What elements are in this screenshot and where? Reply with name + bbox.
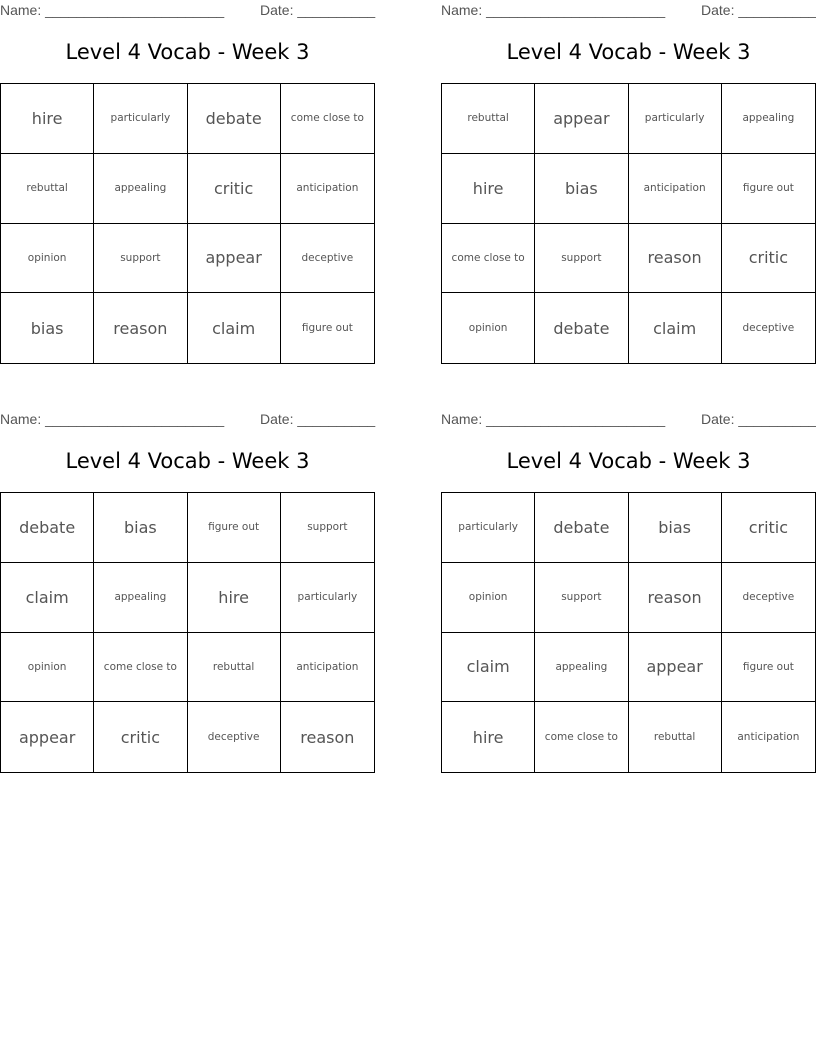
bingo-cell: particularly [94, 84, 187, 154]
bingo-card [441, 409, 816, 774]
name-field[interactable]: Name: _______________________ [0, 411, 225, 427]
bingo-cell: reason [94, 293, 187, 363]
bingo-grid [0, 83, 375, 364]
bingo-cell: hire [442, 702, 535, 772]
bingo-card [0, 409, 375, 774]
bingo-cell: debate [188, 84, 281, 154]
bingo-cell: hire [188, 563, 281, 633]
name-field[interactable]: Name: _______________________ [441, 411, 666, 427]
bingo-cell: bias [535, 154, 628, 224]
bingo-cell: support [281, 493, 374, 563]
bingo-cell: critic [722, 224, 815, 294]
bingo-card [441, 0, 816, 365]
date-field[interactable]: Date: __________ [701, 2, 816, 18]
bingo-cell: appear [629, 633, 722, 703]
bingo-cell: reason [300, 727, 355, 747]
bingo-cell: anticipation [629, 154, 722, 224]
bingo-grid [0, 492, 375, 773]
bingo-cell: claim [188, 293, 281, 363]
name-field[interactable]: Name: _______________________ [441, 2, 666, 18]
bingo-cell: appear [188, 224, 281, 294]
bingo-cell: deceptive [281, 224, 374, 294]
card-title: Level 4 Vocab - Week 3 [506, 40, 751, 64]
bingo-cell: deceptive [188, 702, 281, 772]
bingo-cell: appealing [94, 563, 187, 633]
date-field[interactable]: Date: __________ [701, 411, 816, 427]
bingo-cell: opinion [1, 224, 94, 294]
header [0, 2, 375, 20]
bingo-cell: support [535, 563, 628, 633]
bingo-cell: deceptive [722, 563, 815, 633]
bingo-cell: appealing [94, 154, 187, 224]
bingo-cell: come close to [94, 633, 187, 703]
date-field[interactable]: Date: __________ [260, 2, 376, 18]
bingo-cell: support [94, 224, 187, 294]
bingo-cell: figure out [301, 322, 353, 335]
bingo-cell: appear [1, 702, 94, 772]
bingo-cell: figure out [722, 633, 815, 703]
bingo-cell: appealing [722, 84, 815, 154]
bingo-cell: figure out [188, 493, 281, 563]
bingo-cell: debate [1, 493, 94, 563]
bingo-cell: opinion [1, 633, 94, 703]
bingo-cell: claim [629, 293, 722, 363]
bingo-cell: appealing [535, 633, 628, 703]
bingo-cell: rebuttal [1, 154, 94, 224]
bingo-cell: support [535, 224, 628, 294]
bingo-cell: deceptive [742, 322, 795, 335]
bingo-cell: anticipation [281, 154, 374, 224]
date-field[interactable]: Date: __________ [260, 411, 376, 427]
bingo-cell: bias [629, 493, 722, 563]
card-title: Level 4 Vocab - Week 3 [65, 40, 310, 64]
bingo-cell: rebuttal [629, 702, 722, 772]
bingo-cell: particularly [442, 493, 535, 563]
bingo-cell: critic [94, 702, 187, 772]
bingo-cell: figure out [722, 154, 815, 224]
bingo-cell: rebuttal [442, 84, 535, 154]
bingo-cell: reason [629, 224, 722, 294]
bingo-cell: come close to [281, 84, 374, 154]
bingo-cell: particularly [629, 84, 722, 154]
bingo-cell: rebuttal [188, 633, 281, 703]
bingo-cell: claim [1, 563, 94, 633]
bingo-cell: bias [94, 493, 187, 563]
bingo-cell: opinion [442, 563, 535, 633]
card-title: Level 4 Vocab - Week 3 [65, 449, 310, 473]
bingo-cell: hire [442, 154, 535, 224]
bingo-cell: critic [722, 493, 815, 563]
name-field[interactable]: Name: _______________________ [0, 2, 225, 18]
bingo-cell: bias [1, 293, 94, 363]
bingo-cell: claim [442, 633, 535, 703]
bingo-card [0, 0, 375, 365]
bingo-cell: debate [535, 293, 628, 363]
bingo-cell: appear [535, 84, 628, 154]
bingo-cell: hire [1, 84, 94, 154]
bingo-cell: reason [629, 563, 722, 633]
bingo-cell: critic [188, 154, 281, 224]
bingo-cell: anticipation [281, 633, 374, 703]
bingo-grid [441, 83, 816, 364]
header [0, 411, 375, 429]
bingo-cell: anticipation [737, 731, 800, 744]
card-title: Level 4 Vocab - Week 3 [506, 449, 751, 473]
bingo-cell: opinion [442, 293, 535, 363]
bingo-cell: come close to [442, 224, 535, 294]
header [441, 2, 816, 20]
header [441, 411, 816, 429]
bingo-cell: come close to [535, 702, 628, 772]
bingo-cell: debate [535, 493, 628, 563]
bingo-cell: particularly [281, 563, 374, 633]
bingo-grid [441, 492, 816, 773]
